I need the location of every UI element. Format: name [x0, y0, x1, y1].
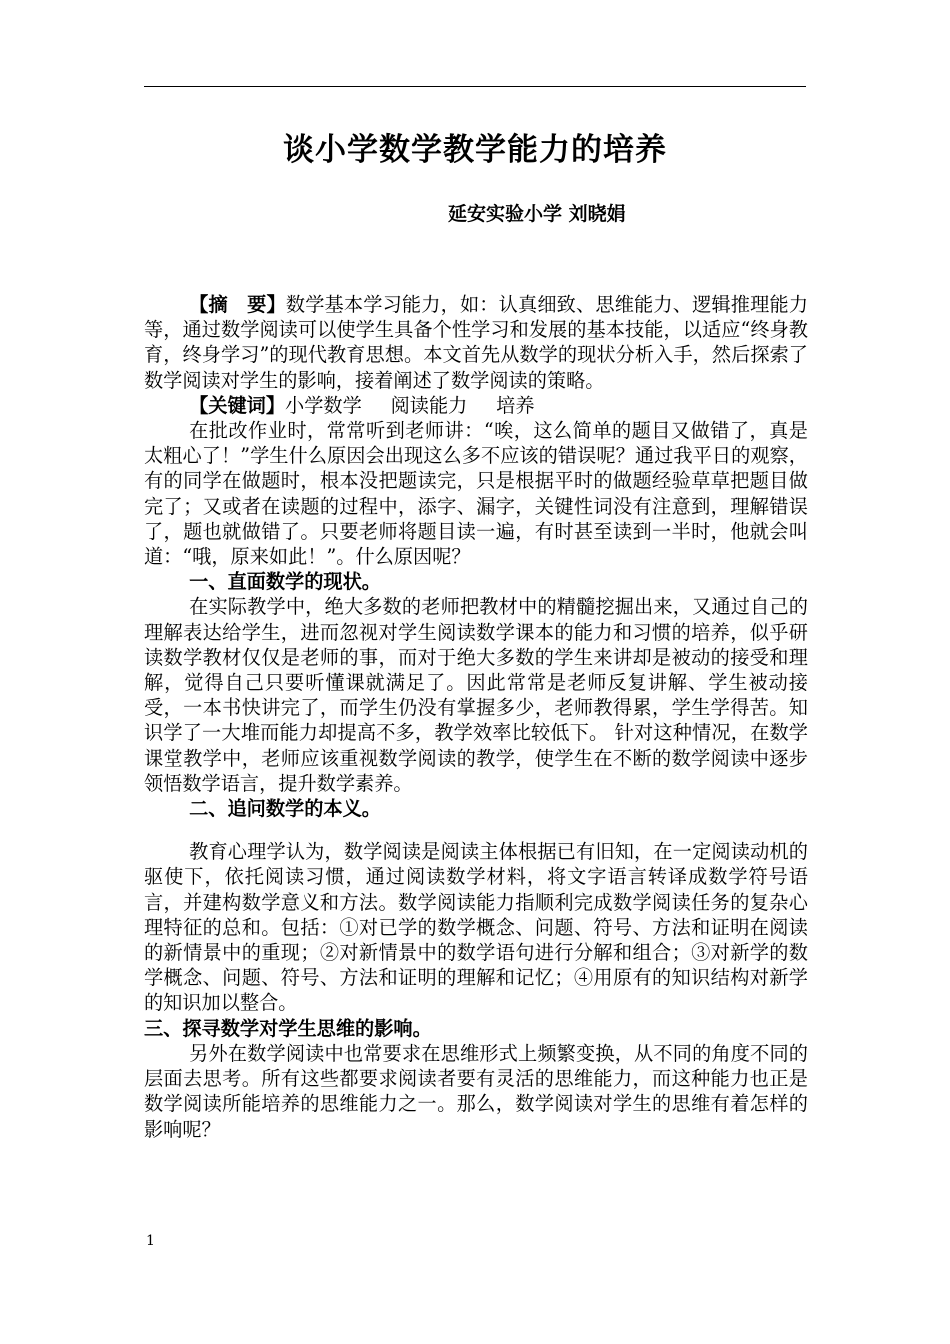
intro-paragraph: 在批改作业时，常常听到老师讲：“唉，这么简单的题目又做错了，真是太粗心了！”学生什么原因会出现这么多不应该的错误呢？通过我平日的观察，有的同学在做题时，根本没把题读完，只是根据平时的做题经验草草把题目做完了；又或者在读题的过程中，添字、漏字，关键性词没有注意到，理解错误了，题也就做错了。只要老师将题目读一遍，有时甚至读到一半时，他就会叫道：“哦，原来如此！”。什么原因呢？ — [144, 419, 808, 569]
section-heading-1: 一、直面数学的现状。 — [189, 570, 381, 594]
paragraph-gap — [144, 821, 808, 839]
section-2-paragraph: 教育心理学认为，数学阅读是阅读主体根据已有旧知，在一定阅读动机的驱使下，依托阅读习惯，通过阅读数学材料，将文字语言转译成数学符号语言，并建构数学意义和方法。数学阅读能力指顺利完成数学阅读任务的复杂心理特征的总和。包括：①对已学的数学概念、问题、符号、方法和证明在阅读的新情景中的重现；②对新情景中的数学语句进行分解和组合；③对新学的数学概念、问题、符号、方法和证明的理解和记忆；④用原有的知识结构对新学的知识加以整合。 — [144, 840, 808, 1015]
section-1-paragraph: 在实际教学中，绝大多数的老师把教材中的精髓挖掘出来，又通过自己的理解表达给学生，进而忽视对学生阅读数学课本的能力和习惯的培养，似乎研读数学教材仅仅是老师的事，而对于绝大多数的学生来讲却是被动的接受和理解，觉得自己只要听懂课就满足了。因此常常是老师反复讲解、学生被动接受，一本书快讲完了，而学生仍没有掌握多少，老师教得累，学生学得苦。知识学了一大堆而能力却提高不多，教学效率比较低下。 针对这种情况，在数学课堂教学中，老师应该重视数学阅读的教学，使学生在不断的数学阅读中逐步领悟数学语言，提升数学素养。 — [144, 595, 808, 795]
section-3-paragraph: 另外在数学阅读中也常要求在思维形式上频繁变换，从不同的角度不同的层面去思考。所有这些都要求阅读者要有灵活的思维能力，而这种能力也正是数学阅读所能培养的思维能力之一。那么，数学阅读对学生的思维有着怎样的影响呢？ — [144, 1041, 808, 1141]
author-byline: 延安实验小学 刘晓娟 — [448, 203, 626, 225]
section-heading-2: 二、追问数学的本义。 — [189, 797, 381, 821]
header-rule — [144, 86, 806, 87]
keyword-item: 小学数学 — [285, 393, 362, 417]
keyword-item: 阅读能力 — [390, 393, 468, 417]
keywords-paragraph — [144, 393, 808, 418]
page-number: 1 — [146, 1233, 155, 1249]
document-body — [144, 292, 808, 1142]
keywords-label: 【关键词】 — [189, 393, 286, 417]
abstract-label: 【摘 要】 — [189, 293, 286, 316]
document-title: 谈小学数学教学能力的培养 — [283, 132, 667, 168]
abstract-paragraph — [144, 292, 808, 393]
keyword-item: 培养 — [496, 393, 535, 417]
section-heading-3: 三、探寻数学对学生思维的影响。 — [144, 1016, 432, 1040]
abstract-text: 数学基本学习能力，如：认真细致、思维能力、逻辑推理能力等，通过数学阅读可以使学生具备个性学习和发展的基本技能，以适应“终身教育，终身学习”的现代教育思想。本文首先从数学的现状分析入手，然后探索了数学阅读对学生的影响，接着阐述了数学阅读的策略。 — [144, 293, 809, 392]
